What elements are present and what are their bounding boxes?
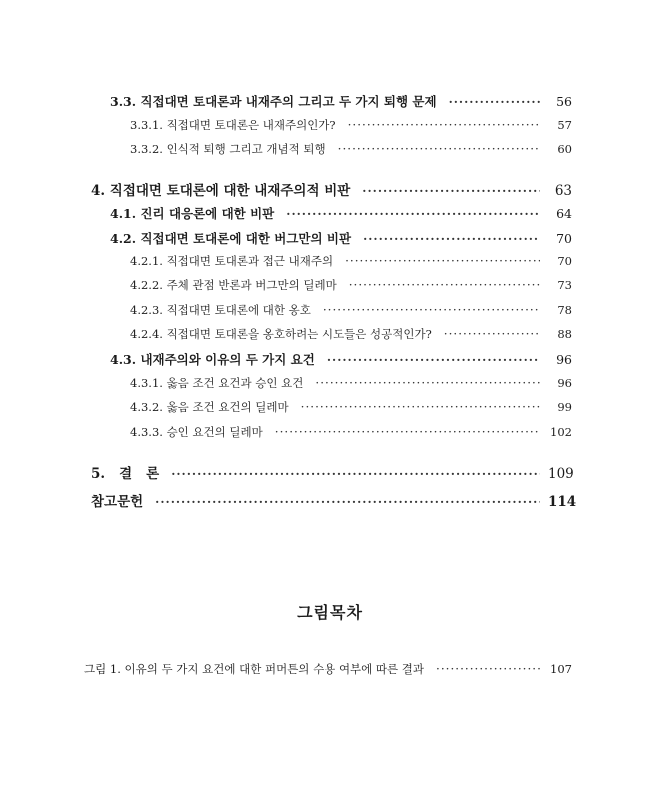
dot-leader bbox=[449, 95, 540, 109]
toc-entry-title: 4.3.1. 옳음 조건 요건과 승인 요건 bbox=[130, 376, 304, 390]
dot-leader bbox=[363, 232, 540, 246]
toc-entry-page: 88 bbox=[557, 327, 572, 341]
toc-entry-page: 96 bbox=[557, 376, 572, 390]
figure-entry-title: 그림 1. 이유의 두 가지 요건에 대한 퍼머튼의 수용 여부에 따른 결과 bbox=[84, 662, 425, 676]
toc-entry-page: 114 bbox=[548, 494, 577, 510]
toc-entry-title: 3.3. 직접대면 토대론과 내재주의 그리고 두 가지 퇴행 문제 bbox=[110, 94, 437, 109]
conclusion-title-a: 결 bbox=[119, 466, 133, 482]
toc-entry-title: 3.3.1. 직접대면 토대론은 내재주의인가? bbox=[130, 118, 336, 132]
toc-entry-page: 63 bbox=[554, 183, 572, 199]
toc-entry-references[interactable] bbox=[91, 490, 577, 510]
toc-entry-3-3-2[interactable] bbox=[130, 141, 572, 157]
dot-leader bbox=[436, 662, 540, 676]
toc-entry-4-3-3[interactable] bbox=[130, 424, 572, 440]
toc-entry-4-2-2[interactable] bbox=[130, 277, 572, 293]
figure-entry-page: 107 bbox=[550, 662, 572, 676]
dot-leader bbox=[323, 303, 540, 317]
dot-leader bbox=[345, 254, 540, 268]
toc-entry-title: 4. 직접대면 토대론에 대한 내재주의적 비판 bbox=[91, 183, 351, 199]
toc-entry-title: 4.3. 내재주의와 이유의 두 가지 요건 bbox=[110, 352, 315, 367]
toc-entry-3-3-1[interactable] bbox=[130, 117, 572, 133]
toc-entry-page: 99 bbox=[557, 400, 572, 414]
toc-entry-3-3[interactable] bbox=[110, 92, 572, 110]
dot-leader bbox=[275, 425, 540, 439]
toc-entry-4-1[interactable] bbox=[110, 204, 572, 222]
dot-leader bbox=[444, 327, 540, 341]
toc-entry-5[interactable] bbox=[91, 462, 572, 482]
toc-entry-title: 4.2.1. 직접대면 토대론과 접근 내재주의 bbox=[130, 254, 334, 268]
toc-entry-4-3-1[interactable] bbox=[130, 375, 572, 391]
dot-leader bbox=[327, 353, 540, 367]
toc-entry-title: 4.1. 진리 대응론에 대한 비판 bbox=[110, 206, 275, 221]
dot-leader bbox=[155, 495, 540, 509]
conclusion-number: 5. bbox=[91, 466, 106, 482]
toc-entry-page: 109 bbox=[548, 466, 574, 482]
toc-entry-title: 3.3.2. 인식적 퇴행 그리고 개념적 퇴행 bbox=[130, 142, 326, 156]
toc-entry-4-3-2[interactable] bbox=[130, 399, 572, 415]
dot-leader bbox=[349, 278, 540, 292]
toc-entry-4[interactable] bbox=[91, 179, 572, 199]
toc-entry-4-2-3[interactable] bbox=[130, 302, 572, 318]
toc-entry-page: 73 bbox=[557, 278, 572, 292]
dot-leader bbox=[348, 118, 540, 132]
toc-entry-page: 102 bbox=[550, 425, 572, 439]
toc-entry-4-2-1[interactable] bbox=[130, 253, 572, 269]
dot-leader bbox=[362, 184, 540, 198]
toc-entry-4-3[interactable] bbox=[110, 350, 572, 368]
toc-entry-title: 4.2. 직접대면 토대론에 대한 버그만의 비판 bbox=[110, 231, 352, 246]
toc-entry-4-2-4[interactable] bbox=[130, 326, 572, 342]
dot-leader bbox=[301, 400, 540, 414]
toc-entry-page: 78 bbox=[557, 303, 572, 317]
toc-entry-page: 57 bbox=[557, 118, 572, 132]
toc-entry-page: 96 bbox=[556, 352, 572, 367]
figures-heading: 그림목차 bbox=[297, 603, 363, 622]
dot-leader bbox=[338, 142, 540, 156]
toc-entry-page: 64 bbox=[556, 206, 572, 221]
toc-entry-title bbox=[91, 462, 159, 482]
toc-entry-title: 4.3.3. 승인 요건의 딜레마 bbox=[130, 425, 263, 439]
toc-entry-title: 참고문헌 bbox=[91, 494, 144, 510]
toc-entry-page: 56 bbox=[556, 94, 572, 109]
toc-entry-title: 4.2.3. 직접대면 토대론에 대한 옹호 bbox=[130, 303, 311, 317]
figure-entry-1[interactable] bbox=[84, 661, 572, 677]
toc-entry-page: 60 bbox=[557, 142, 572, 156]
toc-entry-page: 70 bbox=[557, 254, 572, 268]
toc-entry-4-2[interactable] bbox=[110, 229, 572, 247]
toc-entry-title: 4.2.2. 주체 관점 반론과 버그만의 딜레마 bbox=[130, 278, 337, 292]
toc-entry-page: 70 bbox=[556, 231, 572, 246]
toc-entry-title: 4.3.2. 옳음 조건 요건의 딜레마 bbox=[130, 400, 289, 414]
toc-entry-title: 4.2.4. 직접대면 토대론을 옹호하려는 시도들은 성공적인가? bbox=[130, 327, 432, 341]
dot-leader bbox=[315, 376, 540, 390]
dot-leader bbox=[286, 207, 540, 221]
conclusion-title-b: 론 bbox=[146, 466, 160, 482]
dot-leader bbox=[171, 467, 540, 481]
